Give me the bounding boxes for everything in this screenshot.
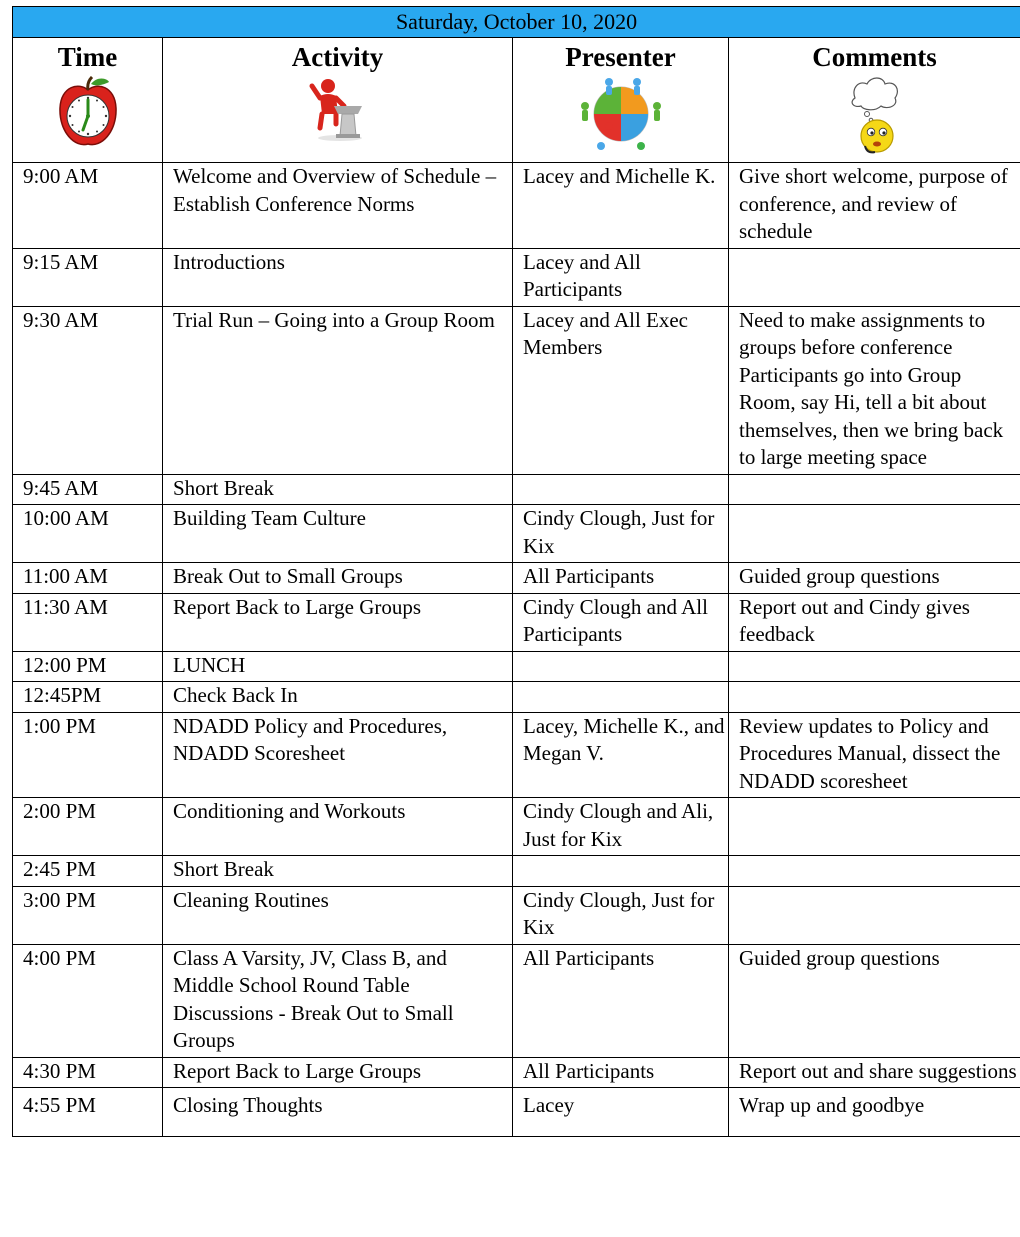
- activity-cell: Class A Varsity, JV, Class B, and Middle School Round Table Discussions - Break Out to Small Groups: [163, 944, 513, 1057]
- time-cell: 4:00 PM: [13, 944, 163, 1057]
- presenter-cell: Cindy Clough and Ali, Just for Kix: [513, 798, 729, 856]
- activity-cell: Break Out to Small Groups: [163, 563, 513, 594]
- presenter-cell: Lacey and Michelle K.: [513, 163, 729, 249]
- time-cell: 3:00 PM: [13, 886, 163, 944]
- time-cell: 11:00 AM: [13, 563, 163, 594]
- comments-cell: Need to make assignments to groups before conference Participants go into Group Room, say Hi, tell a bit about themselves, then we bring back to large meeting space: [729, 306, 1020, 474]
- table-row: [13, 798, 1020, 856]
- activity-cell: Short Break: [163, 856, 513, 887]
- presenter-cell: Lacey, Michelle K., and Megan V.: [513, 712, 729, 798]
- comments-header-label: Comments: [812, 42, 937, 72]
- time-cell: 9:30 AM: [13, 306, 163, 474]
- activity-header: [163, 38, 513, 163]
- table-row: [13, 563, 1020, 594]
- table-row: [13, 682, 1020, 713]
- comments-cell: [729, 798, 1020, 856]
- comments-cell: Review updates to Policy and Procedures Manual, dissect the NDADD scoresheet: [729, 712, 1020, 798]
- time-cell: 9:45 AM: [13, 474, 163, 505]
- time-cell: 9:00 AM: [13, 163, 163, 249]
- comments-cell: Guided group questions: [729, 563, 1020, 594]
- table-row: [13, 593, 1020, 651]
- comments-cell: Give short welcome, purpose of conference, and review of schedule: [729, 163, 1020, 249]
- activity-cell: Check Back In: [163, 682, 513, 713]
- time-cell: 9:15 AM: [13, 248, 163, 306]
- presenter-cell: Lacey and All Exec Members: [513, 306, 729, 474]
- time-cell: 1:00 PM: [13, 712, 163, 798]
- comments-cell: [729, 856, 1020, 887]
- presenter-header: [513, 38, 729, 163]
- time-cell: 4:55 PM: [13, 1088, 163, 1137]
- date-banner: Saturday, October 10, 2020: [13, 7, 1020, 38]
- activity-cell: Trial Run – Going into a Group Room: [163, 306, 513, 474]
- header-row: [13, 38, 1020, 163]
- presenter-cell: All Participants: [513, 944, 729, 1057]
- activity-cell: NDADD Policy and Procedures, NDADD Scoresheet: [163, 712, 513, 798]
- activity-cell: Closing Thoughts: [163, 1088, 513, 1137]
- presenter-cell: All Participants: [513, 1057, 729, 1088]
- comments-cell: [729, 474, 1020, 505]
- table-row: [13, 163, 1020, 249]
- presenter-cell: All Participants: [513, 563, 729, 594]
- schedule-table: [12, 6, 1020, 1137]
- activity-cell: Conditioning and Workouts: [163, 798, 513, 856]
- table-row: [13, 944, 1020, 1057]
- comments-cell: [729, 682, 1020, 713]
- table-row: [13, 248, 1020, 306]
- activity-cell: Report Back to Large Groups: [163, 1057, 513, 1088]
- table-row: [13, 712, 1020, 798]
- table-row: [13, 651, 1020, 682]
- activity-header-label: Activity: [291, 42, 384, 72]
- comments-cell: [729, 886, 1020, 944]
- thinking-smiley-icon: [845, 76, 905, 154]
- presenter-cell: Cindy Clough, Just for Kix: [513, 886, 729, 944]
- table-row: [13, 306, 1020, 474]
- activity-cell: Introductions: [163, 248, 513, 306]
- presenter-cell: [513, 474, 729, 505]
- comments-cell: [729, 651, 1020, 682]
- time-cell: 2:45 PM: [13, 856, 163, 887]
- comments-header: [729, 38, 1020, 163]
- time-cell: 4:30 PM: [13, 1057, 163, 1088]
- table-row: [13, 1088, 1020, 1137]
- comments-cell: Report out and Cindy gives feedback: [729, 593, 1020, 651]
- comments-cell: Guided group questions: [729, 944, 1020, 1057]
- time-cell: 10:00 AM: [13, 505, 163, 563]
- presenter-cell: [513, 651, 729, 682]
- presenter-cell: Cindy Clough and All Participants: [513, 593, 729, 651]
- comments-cell: Wrap up and goodbye: [729, 1088, 1020, 1137]
- activity-cell: Report Back to Large Groups: [163, 593, 513, 651]
- speaker-at-podium-icon: [306, 76, 370, 142]
- table-row: [13, 856, 1020, 887]
- table-row: [13, 505, 1020, 563]
- activity-cell: Short Break: [163, 474, 513, 505]
- table-row: [13, 886, 1020, 944]
- table-row: [13, 1057, 1020, 1088]
- time-cell: 11:30 AM: [13, 593, 163, 651]
- apple-clock-icon: [55, 76, 121, 150]
- comments-cell: Report out and share suggestions: [729, 1057, 1020, 1088]
- time-cell: 12:45PM: [13, 682, 163, 713]
- activity-cell: Building Team Culture: [163, 505, 513, 563]
- presenter-cell: Lacey and All Participants: [513, 248, 729, 306]
- time-header-label: Time: [57, 42, 118, 72]
- activity-cell: Welcome and Overview of Schedule – Establish Conference Norms: [163, 163, 513, 249]
- comments-cell: [729, 248, 1020, 306]
- puzzle-team-icon: [579, 76, 663, 152]
- presenter-cell: Lacey: [513, 1088, 729, 1137]
- comments-cell: [729, 505, 1020, 563]
- schedule-sheet: [12, 6, 1020, 1137]
- time-cell: 12:00 PM: [13, 651, 163, 682]
- activity-cell: LUNCH: [163, 651, 513, 682]
- activity-cell: Cleaning Routines: [163, 886, 513, 944]
- presenter-cell: Cindy Clough, Just for Kix: [513, 505, 729, 563]
- table-row: [13, 474, 1020, 505]
- time-header: [13, 38, 163, 163]
- time-cell: 2:00 PM: [13, 798, 163, 856]
- presenter-cell: [513, 856, 729, 887]
- presenter-header-label: Presenter: [565, 42, 676, 72]
- presenter-cell: [513, 682, 729, 713]
- date-banner-row: [13, 7, 1020, 38]
